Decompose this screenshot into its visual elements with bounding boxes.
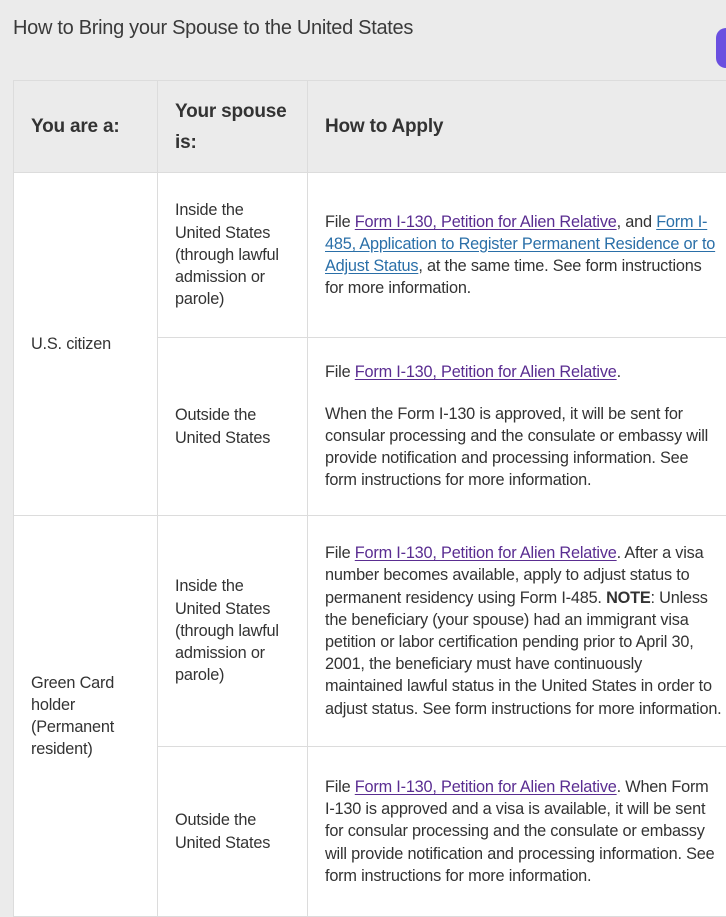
how-to-apply-cell bbox=[308, 173, 726, 338]
text: . When Form I-130 is approved and a visa is available, it will be sent for consular processing and the consulate or embassy will provide notification and processing information. See form instructions for more information. bbox=[325, 778, 715, 885]
text: File bbox=[325, 544, 355, 562]
how-to-apply-cell bbox=[308, 747, 726, 917]
you-are-cell: Green Card holder (Permanent resident) bbox=[14, 516, 158, 917]
header-how-to-apply: How to Apply bbox=[308, 81, 726, 173]
text: : Unless the beneficiary (your spouse) had an immigrant visa petition or labor certification pending prior to April 30, 2001, the beneficiary must have continuously maintained lawful status in the United States in order to adjust status. See form instructions for more information. bbox=[325, 589, 722, 718]
header-you-are: You are a: bbox=[14, 81, 158, 173]
header-spouse-is: Your spouse is: bbox=[158, 81, 308, 173]
spouse-immigration-table bbox=[13, 80, 726, 917]
text: File bbox=[325, 363, 355, 381]
spouse-is-cell: Outside the United States bbox=[158, 747, 308, 917]
text: File bbox=[325, 213, 355, 231]
you-are-cell: U.S. citizen bbox=[14, 173, 158, 516]
text: . bbox=[617, 363, 621, 381]
how-to-apply-cell bbox=[308, 516, 726, 747]
table-header-row bbox=[14, 81, 726, 173]
how-to-apply-cell bbox=[308, 338, 726, 516]
spouse-is-cell: Outside the United States bbox=[158, 338, 308, 516]
text: When the Form I-130 is approved, it will be sent for consular processing and the consulate or embassy will provide notification and processing information. See form instructions for more information. bbox=[325, 403, 722, 492]
form-i130-link[interactable]: Form I-130, Petition for Alien Relative bbox=[355, 778, 617, 796]
text: , and bbox=[617, 213, 657, 231]
form-i130-link[interactable]: Form I-130, Petition for Alien Relative bbox=[355, 544, 617, 562]
text: , at the same time. See form instructions for more information. bbox=[325, 257, 702, 297]
text: . After a visa number becomes available, apply to adjust status to permanent residency using Form I-485. bbox=[325, 544, 703, 606]
note-label: NOTE bbox=[606, 589, 650, 607]
form-i130-link[interactable]: Form I-130, Petition for Alien Relative bbox=[355, 213, 617, 231]
spouse-is-cell: Inside the United States (through lawful admission or parole) bbox=[158, 173, 308, 338]
form-i485-link[interactable]: Form I-485, Application to Register Permanent Residence or to Adjust Status bbox=[325, 213, 715, 275]
text: File bbox=[325, 778, 355, 796]
page-title: How to Bring your Spouse to the United States bbox=[13, 17, 413, 40]
avatar[interactable] bbox=[716, 28, 726, 68]
form-i130-link[interactable]: Form I-130, Petition for Alien Relative bbox=[355, 363, 617, 381]
spouse-is-cell: Inside the United States (through lawful admission or parole) bbox=[158, 516, 308, 747]
table-row bbox=[14, 173, 726, 338]
table-row bbox=[14, 516, 726, 747]
